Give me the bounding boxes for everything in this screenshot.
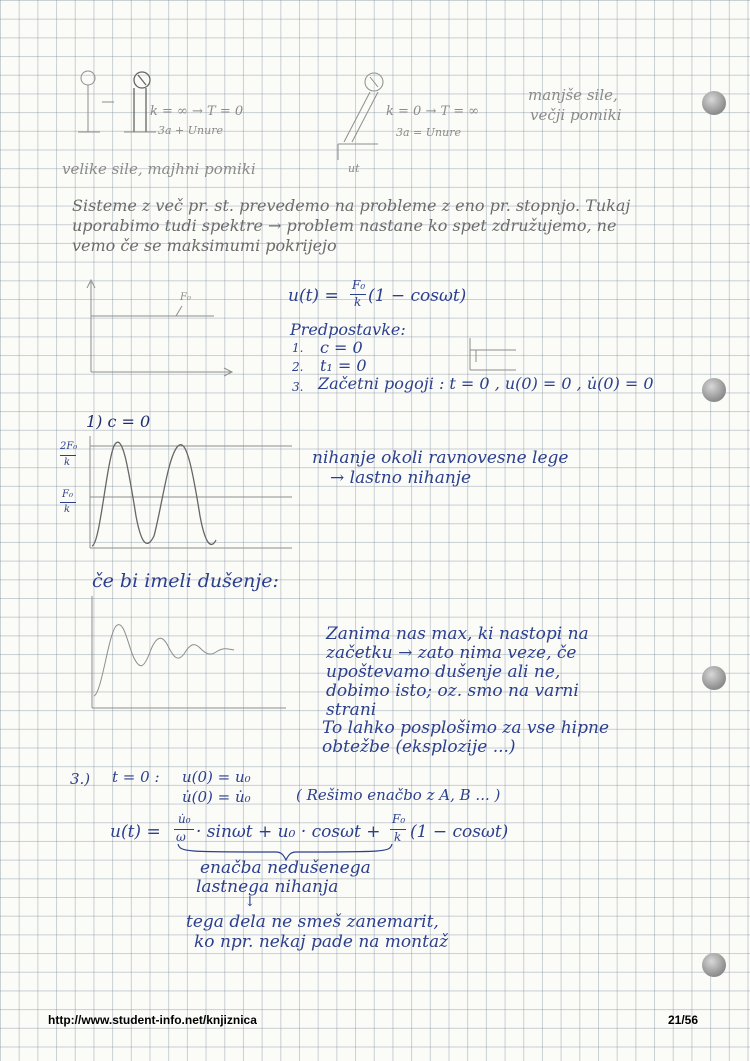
formula2-mid: · sinωt + u₀ · cosωt + — [196, 822, 381, 842]
formula2-frac1-num: u̇₀ — [178, 812, 191, 826]
axis-label-k: k — [64, 457, 71, 468]
axis-label-f0: F₀ — [62, 489, 73, 500]
final-note-line2: ko npr. nekaj pade na montaž — [194, 932, 449, 952]
formula2-lhs: u(t) = — [110, 822, 161, 842]
note-smaller-forces: manjše sile, — [528, 86, 618, 104]
paragraph-line: Sisteme z več pr. st. prevedemo na probleme z eno pr. stopnjo. Tukaj — [72, 196, 631, 215]
formula2-end: (1 − cosωt) — [410, 822, 509, 842]
axis-label-bar — [60, 502, 76, 503]
formula2-frac2-den: k — [394, 830, 402, 844]
formula-fraction-den: k — [354, 295, 362, 309]
label-flexible-note: 3a = Unure — [396, 126, 461, 139]
damping-note-line: strani — [326, 700, 377, 720]
step-load-graph — [84, 278, 244, 388]
damping-note-line: začetku → zato nima veze, če — [326, 643, 577, 663]
formula2-frac2-num: F₀ — [392, 812, 406, 826]
formula2-frac1-den: ω — [176, 830, 186, 844]
assumption-num: 3. — [292, 380, 304, 394]
step-load-label: F₀ — [180, 292, 191, 303]
label-stiff-note: 3a + Unure — [158, 124, 223, 137]
binder-hole — [702, 91, 726, 115]
paragraph-line: uporabimo tudi spektre → problem nastane ko spet združujemo, ne — [72, 216, 617, 235]
down-arrow: ↓ — [244, 894, 256, 910]
assumption-text: c = 0 — [320, 338, 363, 357]
paragraph-line: vemo če se maksimumi pokrijejo — [72, 236, 337, 255]
damping-heading: če bi imeli dušenje: — [92, 570, 279, 592]
final-note-line1: tega dela ne smeš zanemarit, — [186, 912, 439, 932]
damped-oscillation-graph — [86, 596, 306, 716]
section3-condition-2: u̇(0) = u̇₀ — [182, 788, 251, 806]
label-k-zero: k = 0 → T = ∞ — [386, 104, 480, 119]
brace-label-line2: lastnega nihanja — [196, 877, 339, 897]
section3-note: ( Rešimo enačbo z A, B ... ) — [296, 786, 501, 804]
page-number: 21/56 — [668, 1013, 699, 1027]
label-k-infinity: k = ∞ → T = 0 — [150, 104, 244, 119]
note-large-forces: velike sile, majhni pomiki — [62, 160, 256, 178]
section3-label: 3.) — [70, 770, 91, 788]
axis-label-k: k — [64, 504, 71, 515]
assumptions-title: Predpostavke: — [290, 320, 406, 339]
binder-hole — [702, 666, 726, 690]
binder-hole — [702, 378, 726, 402]
axis-label-bar — [60, 455, 76, 456]
section1-note-line2: → lastno nihanje — [330, 468, 472, 488]
assumption-num: 1. — [292, 341, 304, 355]
footer-url[interactable]: http://www.student-info.net/knjiznica — [48, 1013, 257, 1027]
section3-condition-1: u(0) = u₀ — [182, 768, 251, 786]
section1-note-line1: nihanje okoli ravnovesne lege — [312, 448, 569, 468]
note-larger-displacements: večji pomiki — [530, 106, 622, 124]
damping-note-line: To lahko posplošimo za vse hipne — [322, 718, 609, 738]
undamped-oscillation-graph — [82, 436, 302, 558]
formula-fraction-num: F₀ — [352, 278, 366, 292]
damping-note-line: upoštevamo dušenje ali ne, — [326, 662, 561, 682]
binder-hole — [702, 953, 726, 977]
damping-note-line: dobimo isto; oz. smo na varni — [326, 681, 579, 701]
label-ut: ut — [348, 162, 360, 175]
sketch-flexible-building — [330, 68, 390, 168]
formula-rest: (1 − cosωt) — [368, 286, 467, 306]
brace-label-line1: enačba nedušenega — [200, 858, 371, 878]
formula-u-t: u(t) = — [288, 286, 339, 306]
section1-heading: 1) c = 0 — [86, 412, 151, 431]
section3-condition-t: t = 0 : — [112, 768, 160, 786]
assumption-num: 2. — [292, 360, 304, 374]
axis-label-2f0: 2F₀ — [60, 441, 78, 452]
assumption-text: t₁ = 0 — [320, 356, 367, 375]
pulse-sketch — [462, 336, 522, 376]
damping-note-line: Zanima nas max, ki nastopi na — [326, 624, 589, 644]
assumption-text: Začetni pogoji : t = 0 , u(0) = 0 , u̇(0) = 0 — [318, 374, 654, 393]
damping-note-line: obtežbe (eksplozije ...) — [322, 737, 516, 757]
